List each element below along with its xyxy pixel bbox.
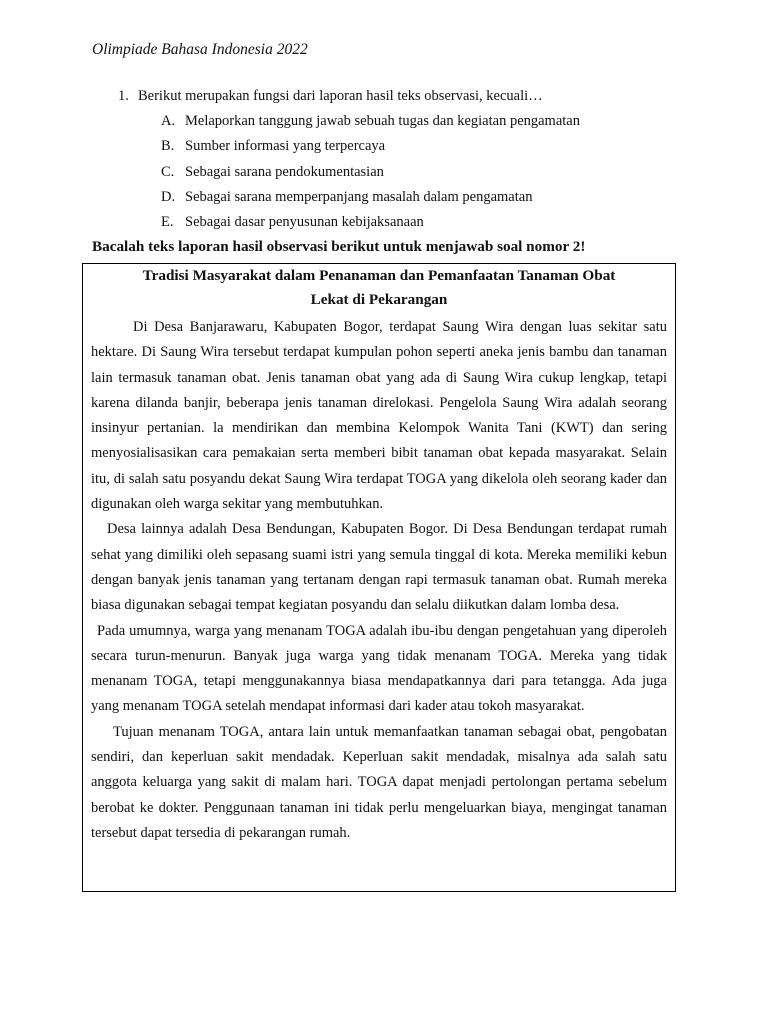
passage-title-line-1: Tradisi Masyarakat dalam Penanaman dan Pemanfaatan Tanaman Obat	[142, 267, 616, 284]
option-letter: E.	[161, 214, 174, 231]
reading-instruction: Bacalah teks laporan hasil observasi berikut untuk menjawab soal nomor 2!	[92, 238, 586, 255]
option-letter: D.	[161, 188, 176, 205]
passage-paragraph: Tujuan menanam TOGA, antara lain untuk memanfaatkan tanaman sebagai obat, pengobatan sendiri, dan keperluan sakit mendadak. Keperluan sakit mendadak, misalnya ada salah satu anggota keluarga yang sakit di malam hari. TOGA dapat menjadi pertolongan pertama sebelum berobat ke dokter. Penggunaan tanaman ini tidak perlu mengeluarkan biaya, mengingat tanaman tersebut dapat tersedia di pekarangan rumah.	[91, 723, 667, 841]
option-d	[161, 188, 580, 213]
passage-title-line-2: Lekat di Pekarangan	[310, 291, 448, 308]
option-letter: B.	[161, 138, 175, 155]
option-b	[161, 137, 580, 162]
option-text: Sebagai sarana memperpanjang masalah dalam pengamatan	[185, 188, 533, 205]
option-letter: C.	[161, 163, 175, 180]
option-text: Sebagai dasar penyusunan kebijaksanaan	[185, 214, 424, 231]
option-letter: A.	[161, 113, 176, 129]
page-header-title: Olimpiade Bahasa Indonesia 2022	[92, 41, 308, 58]
option-text: Sumber informasi yang terpercaya	[185, 138, 386, 155]
option-a	[161, 112, 580, 137]
option-text: Melaporkan tanggung jawab sebuah tugas dan kegiatan pengamatan	[185, 113, 580, 129]
question-text: Berikut merupakan fungsi dari laporan hasil teks observasi, kecuali…	[138, 88, 543, 104]
passage-paragraph: Pada umumnya, warga yang menanam TOGA adalah ibu-ibu dengan pengetahuan yang diperoleh secara turun-menurun. Banyak juga warga yang tidak menanam TOGA. Mereka yang tidak menanam TOGA, tetapi menggunakannya biasa mendapatkannya dari para tetangga. Ada juga yang menanam TOGA setelah mendapat informasi dari kader atau tokoh masyarakat.	[91, 622, 667, 715]
passage-paragraph: Di Desa Banjarawaru, Kabupaten Bogor, terdapat Saung Wira dengan luas sekitar satu hektare. Di Saung Wira tersebut terdapat kumpulan pohon seperti aneka jenis bambu dan tanaman lain termasuk tanaman obat. Jenis tanaman obat yang ada di Saung Wira cukup lengkap, tetapi karena dilanda banjir, beberapa jenis tanaman direlokasi. Pengelola Saung Wira adalah seorang insinyur pertanian. la mendirikan dan membina Kelompok Wanita Tani (KWT) dan sering menyosialisasikan cara pemakaian serta memberi bibit tanaman obat kepada masyarakat. Selain itu, di salah satu posyandu dekat Saung Wira terdapat TOGA yang dikelola oleh seorang kader dan digunakan oleh warga sekitar yang membutuhkan.	[91, 319, 667, 513]
question-number: 1.	[118, 88, 129, 104]
passage-paragraph: Desa lainnya adalah Desa Bendungan, Kabupaten Bogor. Di Desa Bendungan terdapat rumah sehat yang dimiliki oleh sepasang suami istri yang semula tinggal di kota. Mereka memiliki kebun dengan banyak jenis tanaman yang tertanam dengan rapi termasuk tanaman obat. Rumah mereka biasa digunakan sebagai tempat kegiatan posyandu dan selalu diikutkan dalam lomba desa.	[91, 521, 667, 614]
option-e	[161, 213, 580, 238]
option-text: Sebagai sarana pendokumentasian	[185, 163, 384, 180]
answer-options	[161, 112, 580, 238]
question-1	[118, 88, 543, 105]
passage-box	[82, 263, 676, 892]
option-c	[161, 163, 580, 188]
